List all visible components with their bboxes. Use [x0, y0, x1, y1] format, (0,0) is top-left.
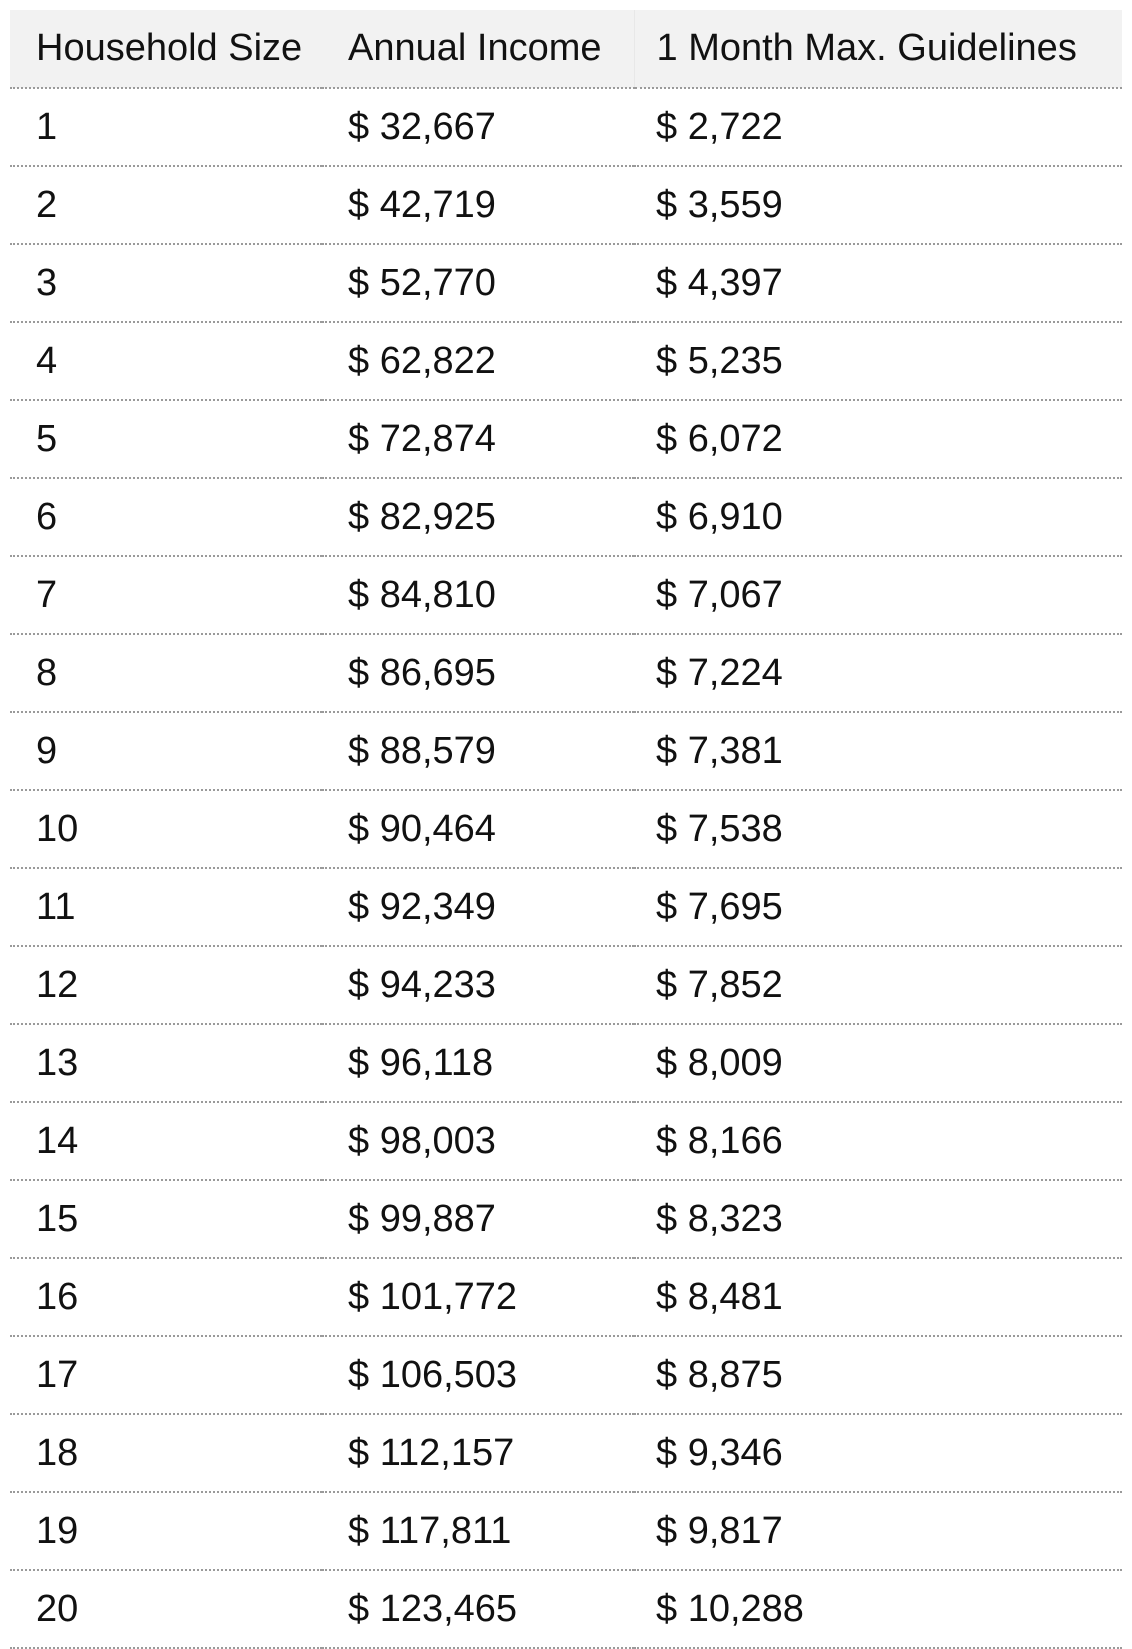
cell-monthly-max: $ 8,166 [634, 1102, 1122, 1180]
cell-monthly-max: $ 9,346 [634, 1414, 1122, 1492]
cell-household-size: 1 [10, 88, 322, 166]
cell-annual-income: $ 94,233 [322, 946, 634, 1024]
cell-monthly-max: $ 8,323 [634, 1180, 1122, 1258]
cell-annual-income: $ 90,464 [322, 790, 634, 868]
table-row [10, 946, 1122, 1024]
cell-household-size: 12 [10, 946, 322, 1024]
cell-annual-income: $ 88,579 [322, 712, 634, 790]
table-row [10, 244, 1122, 322]
cell-household-size: 6 [10, 478, 322, 556]
header-monthly-max: 1 Month Max. Guidelines [634, 10, 1122, 88]
cell-monthly-max: $ 5,235 [634, 322, 1122, 400]
cell-monthly-max: $ 7,381 [634, 712, 1122, 790]
table-row [10, 790, 1122, 868]
cell-annual-income: $ 52,770 [322, 244, 634, 322]
cell-annual-income: $ 92,349 [322, 868, 634, 946]
table-header [10, 10, 1122, 88]
table-row [10, 166, 1122, 244]
cell-household-size: 14 [10, 1102, 322, 1180]
cell-monthly-max: $ 10,288 [634, 1570, 1122, 1648]
table-row [10, 1492, 1122, 1570]
cell-annual-income: $ 32,667 [322, 88, 634, 166]
cell-annual-income: $ 84,810 [322, 556, 634, 634]
cell-monthly-max: $ 7,224 [634, 634, 1122, 712]
cell-household-size: 9 [10, 712, 322, 790]
cell-household-size: 18 [10, 1414, 322, 1492]
cell-household-size: 8 [10, 634, 322, 712]
cell-monthly-max: $ 6,910 [634, 478, 1122, 556]
cell-annual-income: $ 96,118 [322, 1024, 634, 1102]
cell-annual-income: $ 123,465 [322, 1570, 634, 1648]
cell-monthly-max: $ 8,009 [634, 1024, 1122, 1102]
cell-monthly-max: $ 9,817 [634, 1492, 1122, 1570]
cell-monthly-max: $ 7,538 [634, 790, 1122, 868]
table-row [10, 478, 1122, 556]
cell-annual-income: $ 62,822 [322, 322, 634, 400]
cell-monthly-max: $ 2,722 [634, 88, 1122, 166]
income-guidelines-table [10, 10, 1122, 1649]
cell-monthly-max: $ 7,695 [634, 868, 1122, 946]
cell-household-size: 7 [10, 556, 322, 634]
header-row [10, 10, 1122, 88]
cell-annual-income: $ 42,719 [322, 166, 634, 244]
cell-monthly-max: $ 6,072 [634, 400, 1122, 478]
table-row [10, 1258, 1122, 1336]
cell-household-size: 13 [10, 1024, 322, 1102]
cell-monthly-max: $ 3,559 [634, 166, 1122, 244]
cell-household-size: 19 [10, 1492, 322, 1570]
table-row [10, 634, 1122, 712]
cell-household-size: 17 [10, 1336, 322, 1414]
table-row [10, 400, 1122, 478]
cell-annual-income: $ 99,887 [322, 1180, 634, 1258]
cell-household-size: 11 [10, 868, 322, 946]
cell-household-size: 3 [10, 244, 322, 322]
header-annual-income: Annual Income [322, 10, 634, 88]
cell-household-size: 20 [10, 1570, 322, 1648]
cell-household-size: 15 [10, 1180, 322, 1258]
cell-monthly-max: $ 8,481 [634, 1258, 1122, 1336]
cell-household-size: 2 [10, 166, 322, 244]
table-row [10, 322, 1122, 400]
income-guidelines-table-container [10, 10, 1122, 1649]
cell-annual-income: $ 82,925 [322, 478, 634, 556]
cell-household-size: 10 [10, 790, 322, 868]
cell-household-size: 5 [10, 400, 322, 478]
cell-household-size: 16 [10, 1258, 322, 1336]
table-row [10, 1414, 1122, 1492]
header-household-size: Household Size [10, 10, 322, 88]
table-row [10, 1570, 1122, 1648]
table-row [10, 1024, 1122, 1102]
table-row [10, 556, 1122, 634]
table-row [10, 1102, 1122, 1180]
cell-monthly-max: $ 7,067 [634, 556, 1122, 634]
cell-annual-income: $ 112,157 [322, 1414, 634, 1492]
table-row [10, 1336, 1122, 1414]
table-row [10, 88, 1122, 166]
cell-monthly-max: $ 7,852 [634, 946, 1122, 1024]
cell-annual-income: $ 106,503 [322, 1336, 634, 1414]
table-row [10, 1180, 1122, 1258]
cell-monthly-max: $ 4,397 [634, 244, 1122, 322]
table-row [10, 868, 1122, 946]
cell-annual-income: $ 117,811 [322, 1492, 634, 1570]
cell-household-size: 4 [10, 322, 322, 400]
cell-monthly-max: $ 8,875 [634, 1336, 1122, 1414]
table-body [10, 88, 1122, 1648]
table-row [10, 712, 1122, 790]
cell-annual-income: $ 98,003 [322, 1102, 634, 1180]
cell-annual-income: $ 101,772 [322, 1258, 634, 1336]
cell-annual-income: $ 86,695 [322, 634, 634, 712]
cell-annual-income: $ 72,874 [322, 400, 634, 478]
